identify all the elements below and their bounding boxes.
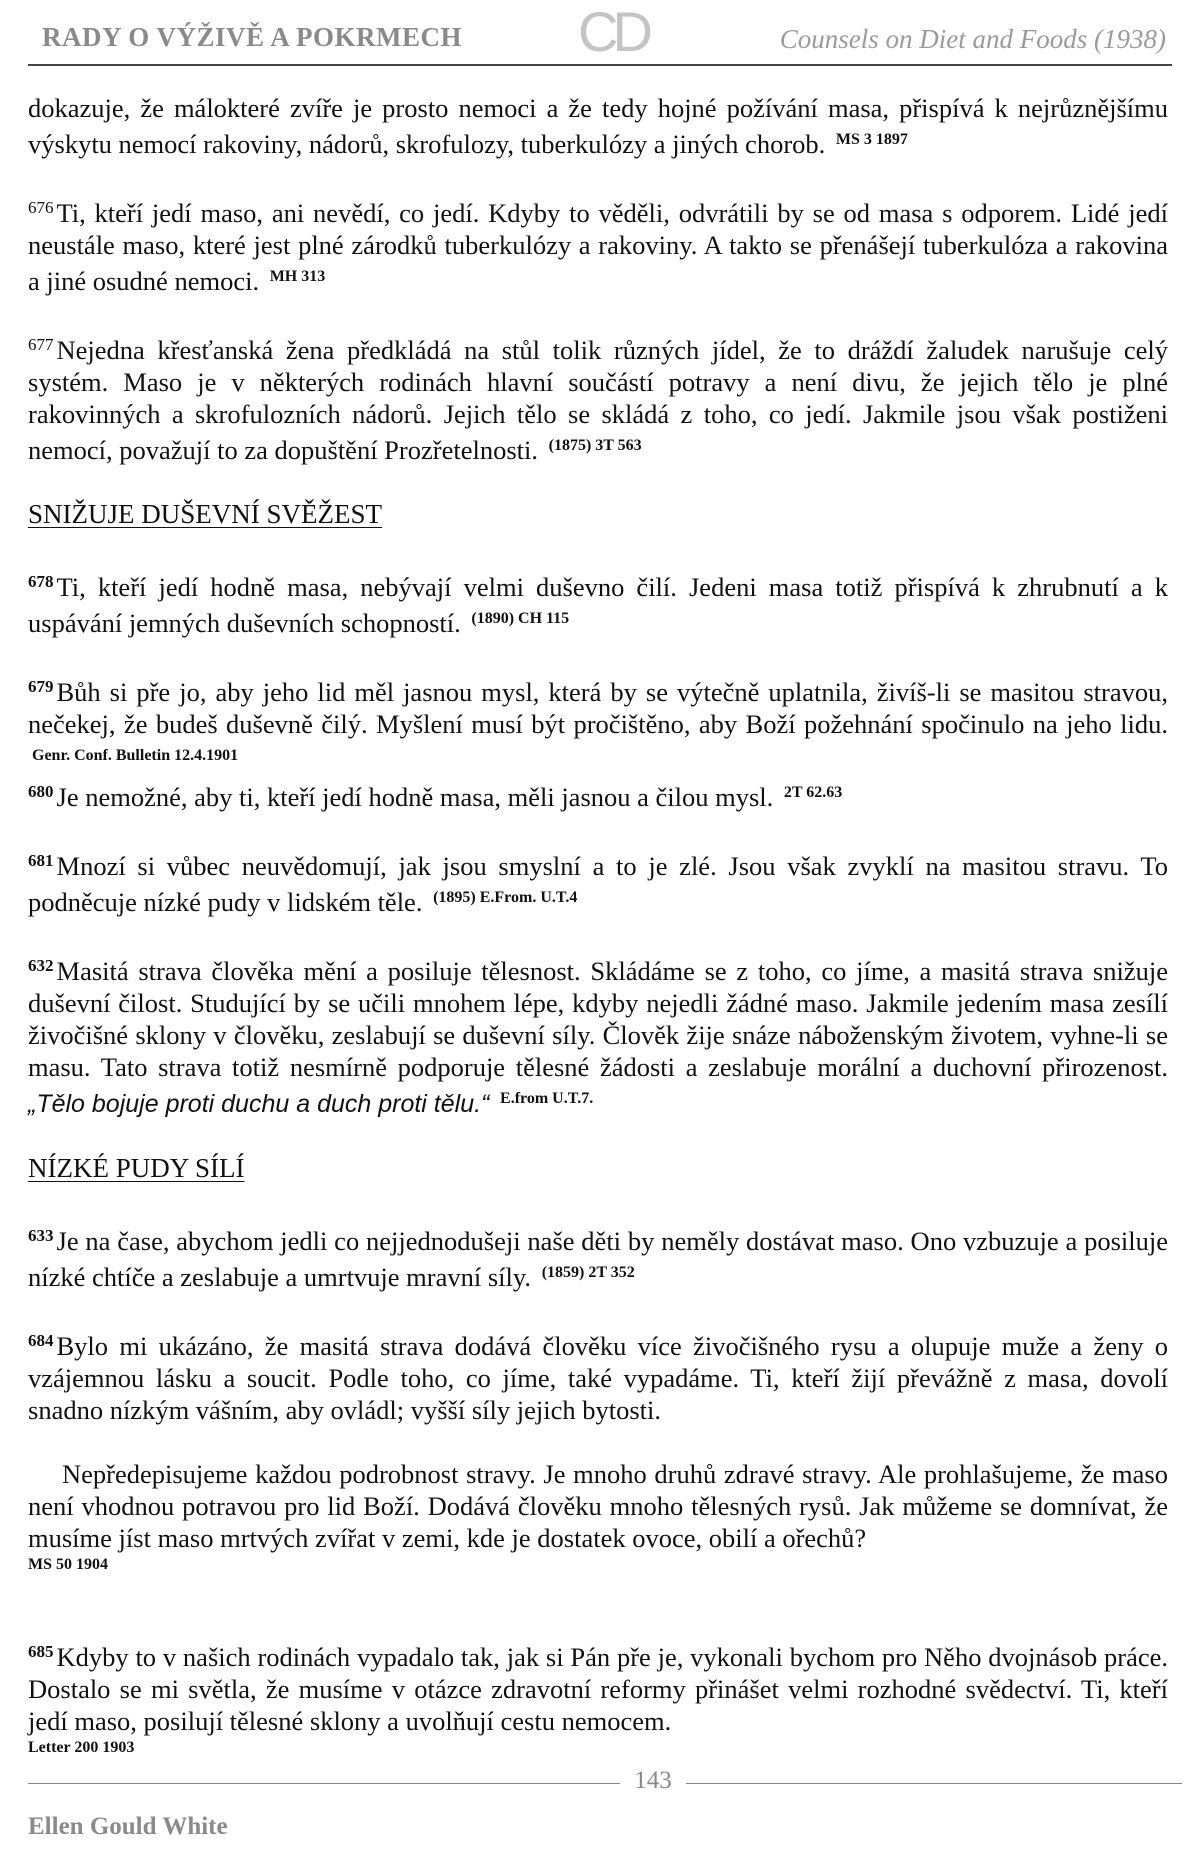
source-reference: Genr. Conf. Bulletin 12.4.1901 (32, 747, 239, 764)
paragraph-text: Ti, kteří jedí maso, ani nevědí, co jedí. Kdyby to věděli, odvrátili by se od masa s odporem. Lidé jedí neustále maso, které jest plné zárodků tuberkulózy a rakoviny. A takto se přenášejí tuberkulóza a rakovina a jiné osudné nemoci. (28, 198, 1168, 296)
paragraph-678 (28, 566, 1168, 639)
paragraph-681 (28, 845, 1168, 918)
paragraph-number: 680 (28, 782, 54, 801)
section-heading: NÍZKÉ PUDY SÍLÍ (28, 1153, 245, 1183)
paragraph-676 (28, 192, 1168, 297)
source-reference: (1895) E.From. U.T.4 (433, 889, 578, 906)
source-reference: (1859) 2T 352 (541, 1264, 635, 1281)
paragraph-text: Ti, kteří jedí hodně masa, nebývají velmi duševno čilí. Jedeni masa totiž přispívá k zhrubnutí a k uspávání jemných duševních schopností. (28, 572, 1168, 638)
paragraph-632 (28, 950, 1168, 1120)
author-name: Ellen Gould White (28, 1813, 228, 1840)
source-reference: MS 50 1904 (28, 1556, 108, 1573)
page-header (0, 0, 1200, 70)
paragraph-number: 685 (28, 1642, 54, 1661)
paragraph-number: 679 (28, 677, 54, 696)
paragraph-text: Nejedna křesťanská žena předkládá na stůl tolik různých jídel, že to dráždí žaludek narušuje celý systém. Maso je v některých rodinách hlavní součástí potravy a není divu, že jejich tělo je plné rakovinných a skrofulozních nádorů. Jejich tělo se skládá z toho, co jedí. Jakmile jsou však postiženi nemocí, považují to za dopuštění Prozřetelnosti. (28, 335, 1168, 465)
paragraph-text: Nepředepisujeme každou podrobnost stravy. Je mnoho druhů zdravé stravy. Ale prohlašujeme, že maso není vhodnou potravou pro lid Boží. Dodává člověku mnoho tělesných rysů. Jak můžeme se domnívat, že musíme jíst maso mrtvých zvířat v zemi, kde je dostatek ovoce, obilí a ořechů? (28, 1459, 1168, 1553)
paragraph-684 (28, 1325, 1168, 1426)
source-reference: (1890) CH 115 (471, 610, 570, 627)
source-reference: Letter 200 1903 (28, 1739, 135, 1756)
paragraph-text: Mnozí si vůbec neuvědomují, jak jsou smyslní a to je zlé. Jsou však zvyklí na masitou stravu. To podněcuje nízké pudy v lidském těle. (28, 851, 1168, 917)
paragraph-text: Masitá strava člověka mění a posiluje tělesnost. Skládáme se z toho, co jíme, a masitá strava snižuje duševní čilost. Studující by se učili mnohem lépe, kdyby nejedli žádné maso. Jakmile jedením masa zesílí živočišné sklony v člověku, zeslabují se duševní síly. Člověk žije snáze náboženským životem, vyhne-li se masu. Tato strava totiž nesmírně podporuje tělesné žádosti a zeslabuje morální a duchovní přirozenost. (28, 956, 1168, 1082)
paragraph-number: 633 (28, 1226, 54, 1245)
scripture-quote: „Tělo bojuje proti duchu a duch proti tělu.“ (28, 1090, 490, 1118)
page-footer (0, 1760, 1200, 1849)
footer-divider-right (686, 1783, 1182, 1784)
paragraph-number: 678 (28, 572, 54, 591)
cd-logo: CD (578, 0, 647, 63)
paragraph-number: 684 (28, 1331, 54, 1350)
paragraph-633 (28, 1220, 1168, 1293)
source-reference: MH 313 (269, 268, 326, 285)
paragraph-text: dokazuje, že málokteré zvíře je prosto nemoci a že tedy hojné požívání masa, přispívá k nejrůznějšímu výskytu nemocí rakoviny, nádorů, skrofulozy, tuberkulózy a jiných chorob. (28, 93, 1168, 159)
paragraph-text: Bylo mi ukázáno, že masitá strava dodává člověku více živočišného rysu a olupuje muže a ženy o vzájemnou lásku a soucit. Podle toho, co jíme, také vypadáme. Ti, kteří žijí převážně z masa, dovolí snadno nízkým vášním, aby ovládl; vyšší síly jejich bytosti. (28, 1331, 1168, 1425)
paragraph-text: Bůh si pře jo, aby jeho lid měl jasnou mysl, která by se výtečně uplatnila, živíš-li se masitou stravou, nečekej, že budeš duševně čilý. Myšlení musí být pročištěno, aby Boží požehnání spočinulo na jeho lidu. (28, 677, 1168, 739)
paragraph-685 (28, 1636, 1168, 1737)
header-divider (28, 64, 1172, 66)
page-body (28, 92, 1168, 1819)
paragraph-680 (28, 776, 1168, 813)
source-reference: E.from U.T.7. (500, 1090, 594, 1107)
paragraph-text: Kdyby to v našich rodinách vypadalo tak, jak si Pán pře je, vykonali bychom pro Něho dvojnásob práce. Dostalo se mi světla, že musíme v otázce zdravotní reformy přinášet velmi rozhodné svědectví. Ti, kteří jedí maso, posilují tělesné sklony a uvolňují cestu nemocem. (28, 1642, 1168, 1736)
paragraph-679 (28, 671, 1168, 776)
source-reference: 2T 62.63 (783, 784, 843, 801)
footer-divider-left (28, 1783, 620, 1784)
paragraph-684-continued (28, 1458, 1168, 1554)
paragraph-677 (28, 329, 1168, 466)
section-heading: SNIŽUJE DUŠEVNÍ SVĚŽEST (28, 499, 382, 529)
source-reference: (1875) 3T 563 (548, 437, 642, 454)
header-english-title: Counsels on Diet and Foods (1938) (779, 24, 1166, 54)
paragraph-text: Je na čase, abychom jedli co nejjednodušeji naše děti by neměly dostávat maso. Ono vzbuzuje a posiluje nízké chtíče a zeslabuje a umrtvuje mravní síly. (28, 1226, 1168, 1292)
paragraph-number: 676 (28, 198, 54, 217)
source-reference: MS 3 1897 (835, 131, 908, 148)
paragraph-number: 677 (28, 335, 54, 354)
paragraph-continued (28, 92, 1168, 160)
paragraph-number: 632 (28, 956, 54, 975)
paragraph-text: Je nemožné, aby ti, kteří jedí hodně masa, měli jasnou a čilou mysl. (56, 782, 774, 812)
paragraph-number: 681 (28, 851, 54, 870)
header-book-title: RADY O VÝŽIVĚ A POKRMECH (42, 22, 463, 52)
page-number: 143 (634, 1767, 672, 1794)
